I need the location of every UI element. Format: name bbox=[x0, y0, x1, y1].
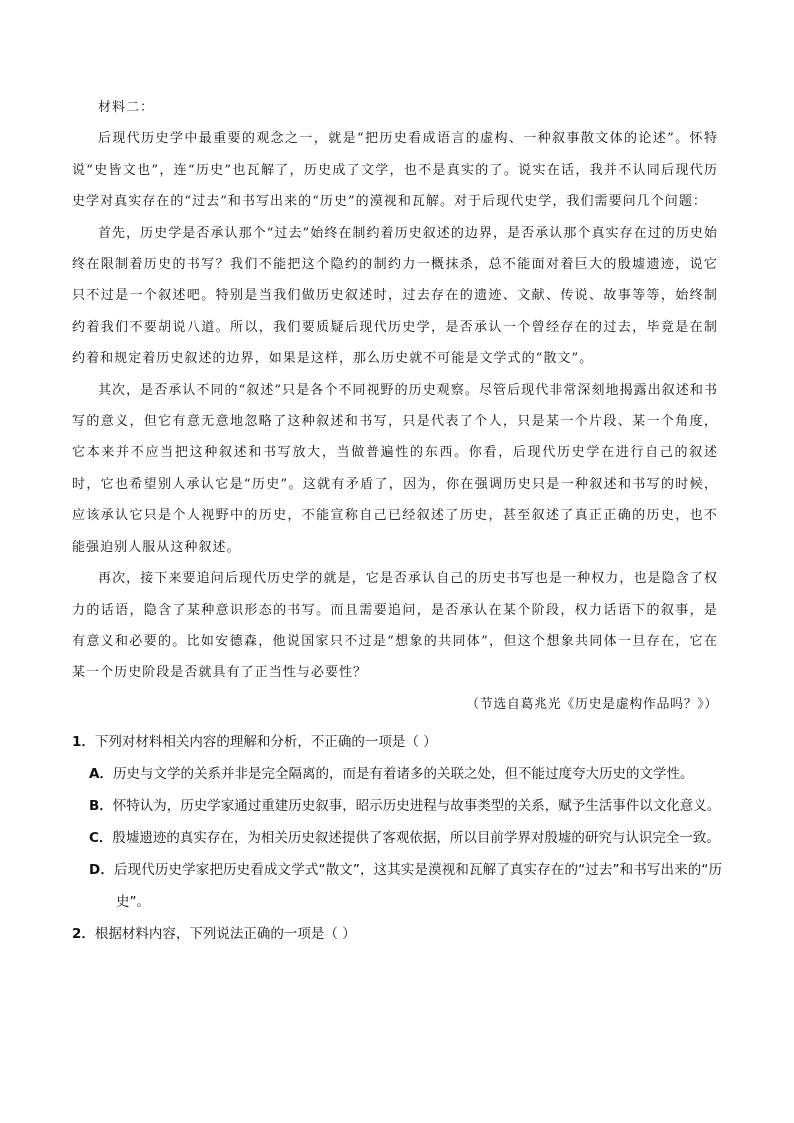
option-a bbox=[72, 758, 722, 790]
option-d bbox=[72, 854, 722, 918]
question-1 bbox=[72, 726, 722, 758]
reading-material bbox=[72, 92, 718, 720]
material-paragraph-2: 首先，历史学是否承认那个“过去”始终在制约着历史叙述的边界，是否承认那个真实存在过的历史始终在限制着历史的书写？我们不能把这个隐约的制约力一概抹杀，总不能面对着巨大的殷墟遗迹，说它只不过是一个叙述吧。特别是当我们做历史叙述时，过去存在的遗迹、文献、传说、故事等等，始终制约着我们不要胡说八道。所以，我们要质疑后现代历史学，是否承认一个曾经存在的过去，毕竟是在制约着和规定着历史叙述的边界，如果是这样，那么历史就不可能是文学式的“散文”。 bbox=[72, 225, 718, 367]
material-paragraph-3: 其次，是否承认不同的“叙述”只是各个不同视野的历史观察。尽管后现代非常深刻地揭露出叙述和书写的意义，但它有意无意地忽略了这种叙述和书写，只是代表了个人，只是某一个片段、某一个角度，它本来并不应当把这种叙述和书写放大，当做普遍性的东西。你看，后现代历史学在进行自己的叙述时，它也希望别人承认它是“历史”。这就有矛盾了，因为，你在强调历史只是一种叙述和书写的时候，应该承认它只是个人视野中的历史，不能宣称自己已经叙述了历史，甚至叙述了真正正确的历史，也不能强迫别人服从这种叙述。 bbox=[72, 382, 718, 555]
material-heading: 材料二： bbox=[98, 100, 155, 115]
question-1-number: 1． bbox=[72, 734, 95, 750]
option-c-text: 殷墟遗迹的真实存在，为相关历史叙述提供了客观依据，所以目前学界对殷墟的研究与认识完全一致。 bbox=[112, 830, 720, 846]
option-a-text: 历史与文学的关系并非是完全隔离的，而是有着诸多的关联之处，但不能过度夸大历史的文学性。 bbox=[112, 766, 694, 782]
option-b-text: 怀特认为，历史学家通过重建历史叙事，昭示历史进程与故事类型的关系，赋予生活事件以文化意义。 bbox=[112, 798, 721, 814]
option-b-label: B． bbox=[89, 798, 113, 814]
material-paragraph-1: 后现代历史学中最重要的观念之一，就是“把历史看成语言的虚构、一种叙事散文体的论述”。怀特说“史皆文也”，连“历史”也瓦解了，历史成了文学，也不是真实的了。说实在话，我并不认同后现代历史学对真实存在的“过去”和书写出来的“历史”的漠视和瓦解。对于后现代史学，我们需要问几个问题： bbox=[72, 131, 718, 210]
option-c bbox=[72, 822, 722, 854]
option-b bbox=[72, 790, 722, 822]
question-2 bbox=[72, 918, 722, 950]
question-section bbox=[72, 726, 722, 950]
material-paragraph-4: 再次，接下来要追问后现代历史学的就是，它是否承认自己的历史书写也是一种权力，也是隐含了权力的话语，隐含了某种意识形态的书写。而且需要追问，是否承认在某个阶段，权力话语下的叙事，是有意义和必要的。比如安德森，他说国家只不过是“想象的共同体”，但这个想象共同体一旦存在，它在某一个历史阶段是否就具有了正当性与必要性？ bbox=[72, 571, 718, 681]
option-d-label: D． bbox=[89, 862, 114, 878]
question-2-stem: 根据材料内容，下列说法正确的一项是（ ） bbox=[94, 926, 356, 942]
option-a-label: A． bbox=[89, 766, 113, 782]
question-2-number: 2． bbox=[72, 926, 95, 942]
option-d-text: 后现代历史学家把历史看成文学式“散文”，这其实是漠视和瓦解了真实存在的“过去”和书写出来的“历史”。 bbox=[113, 862, 723, 910]
option-c-label: C． bbox=[89, 830, 113, 846]
question-1-stem: 下列对材料相关内容的理解和分析，不正确的一项是（ ） bbox=[94, 734, 437, 750]
material-source: （节选自葛兆光《历史是虚构作品吗？》） bbox=[466, 696, 718, 712]
question-1-options bbox=[72, 758, 722, 918]
